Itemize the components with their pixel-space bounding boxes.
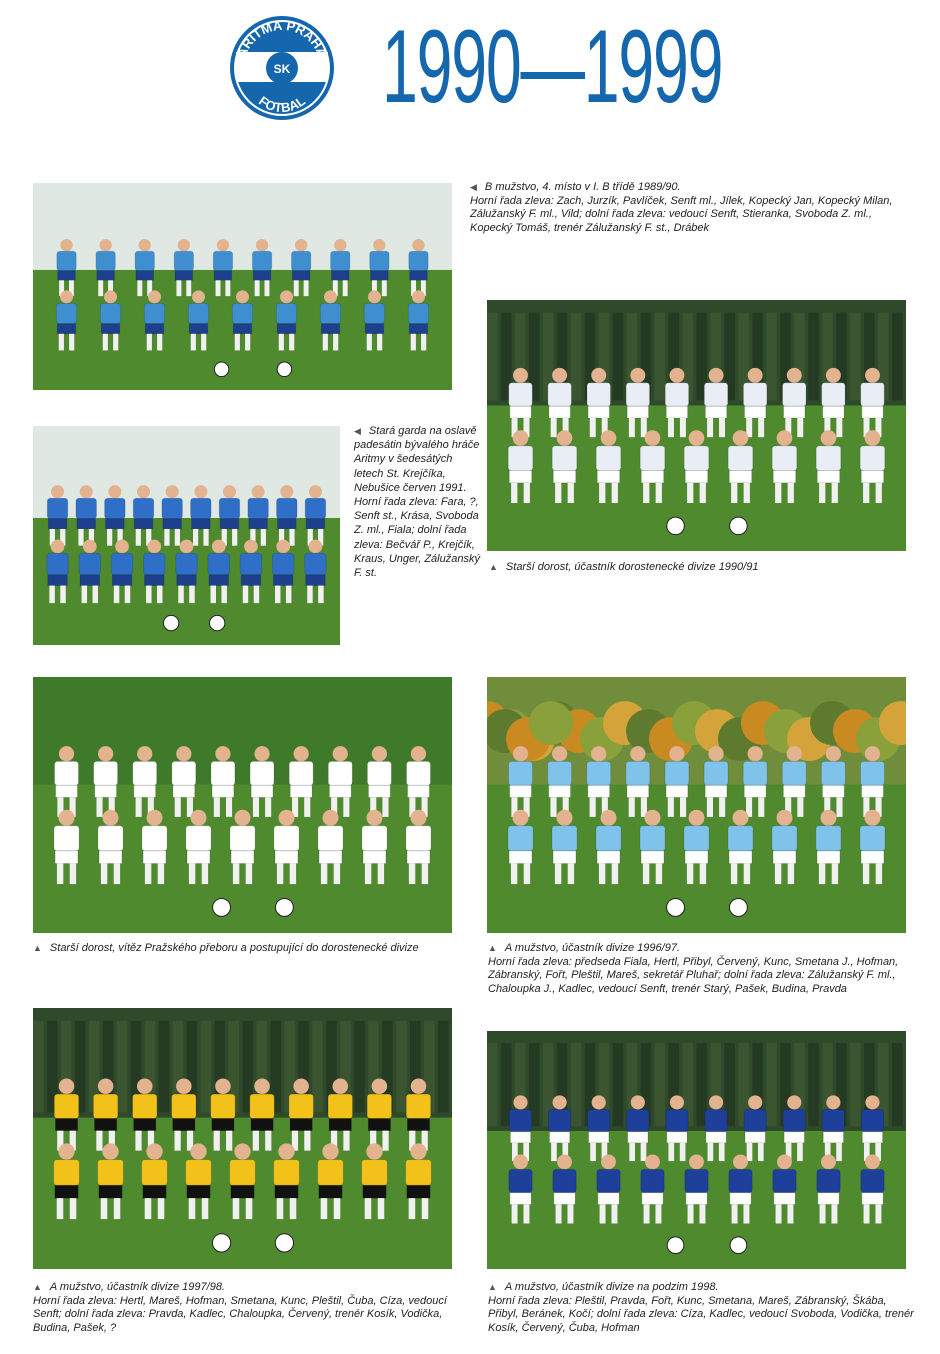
- photo-illustration: [487, 677, 906, 933]
- club-logo: [228, 14, 336, 122]
- photo-caption: ▲ Starší dorost, vítěz Pražského přeboru a postupující do dorostenecké divize: [33, 942, 419, 954]
- photo-caption: ▲ A mužstvo, účastník divize na podzim 1998. Horní řada zleva: Pleštil, Pravda, Fořt, Kunc, Smetana, Mareš, Zábranský, Škába, Přibyl, Beránek, Kočí; dolní řada zleva: Cíza, Kadlec, vedoucí Svoboda, Vodička, trenér Kosík, Červený, Čuba, Hofman: [488, 1281, 914, 1334]
- photo-caption: ▲ Starší dorost, účastník dorostenecké divize 1990/91: [489, 561, 759, 573]
- caption-marker-icon: ▲: [489, 562, 498, 572]
- team-photo: [33, 677, 452, 933]
- caption-marker-icon: ◀: [354, 426, 361, 436]
- team-photo: [33, 183, 452, 390]
- team-photo: [33, 426, 340, 645]
- logo-bottom-text: FOTBAL: [256, 93, 308, 116]
- caption-marker-icon: ▲: [33, 1282, 42, 1292]
- photo-illustration: [487, 300, 906, 551]
- photo-illustration: [33, 426, 340, 645]
- photo-caption: ◀ B mužstvo, 4. místo v I. B třídě 1989/90. Horní řada zleva: Zach, Jurzík, Pavlíček, Senft ml., Jílek, Kopecký Jan, Kopecký Milan, Zálužanský F. ml., Vild; dolní řada zleva: vedoucí Senft, Stieranka, Svoboda Z. ml., Kopecký Tomáš, trenér Zálužanský F. st., Drábek: [470, 181, 893, 234]
- photo-illustration: [33, 677, 452, 933]
- team-photo: [487, 300, 906, 551]
- photo-illustration: [487, 1031, 906, 1269]
- caption-marker-icon: ▲: [33, 943, 42, 953]
- photo-illustration: [33, 1008, 452, 1269]
- team-photo: [487, 677, 906, 933]
- caption-marker-icon: ◀: [470, 182, 477, 192]
- photo-caption: ▲ A mužstvo, účastník divize 1997/98. Horní řada zleva: Hertl, Mareš, Hofman, Smetana, Kunc, Pleštil, Čuba, Cíza, vedoucí Senft; dolní řada zleva: Pravda, Kadlec, Chaloupka, Červený, trenér Kosík, Vodička, Budina, Pašek, ?: [33, 1281, 447, 1334]
- caption-marker-icon: ▲: [488, 1282, 497, 1292]
- page-title: 1990—1999: [382, 9, 723, 125]
- photo-caption: ▲ A mužstvo, účastník divize 1996/97. Horní řada zleva: předseda Fiala, Hertl, Přibyl, Červený, Kunc, Smetana J., Hofman, Zábranský, Fořt, Pleštil, Mareš, sekretář Pluhař; dolní řada zleva: Zálužanský F. ml., Chaloupka J., Kadlec, vedoucí Senft, trenér Starý, Pašek, Budina, Pravda: [488, 942, 899, 995]
- caption-marker-icon: ▲: [488, 943, 497, 953]
- photo-illustration: [33, 183, 452, 390]
- logo-top-text: ARITMA PRAHA: [233, 17, 331, 60]
- team-photo: [33, 1008, 452, 1269]
- logo-center-text: SK: [273, 62, 291, 76]
- team-photo: [487, 1031, 906, 1269]
- photo-caption: ◀ Stará garda na oslavě padesátin bývalého hráče Aritmy v šedesátých letech St. Krejčíka, Nebušice červen 1991. Horní řada zleva: Fara, ?, Senft st., Krása, Svoboda Z. ml., Fiala; dolní řada zleva: Bečvář P., Krejčík, Kraus, Unger, Zálužanský F. st.: [354, 425, 480, 580]
